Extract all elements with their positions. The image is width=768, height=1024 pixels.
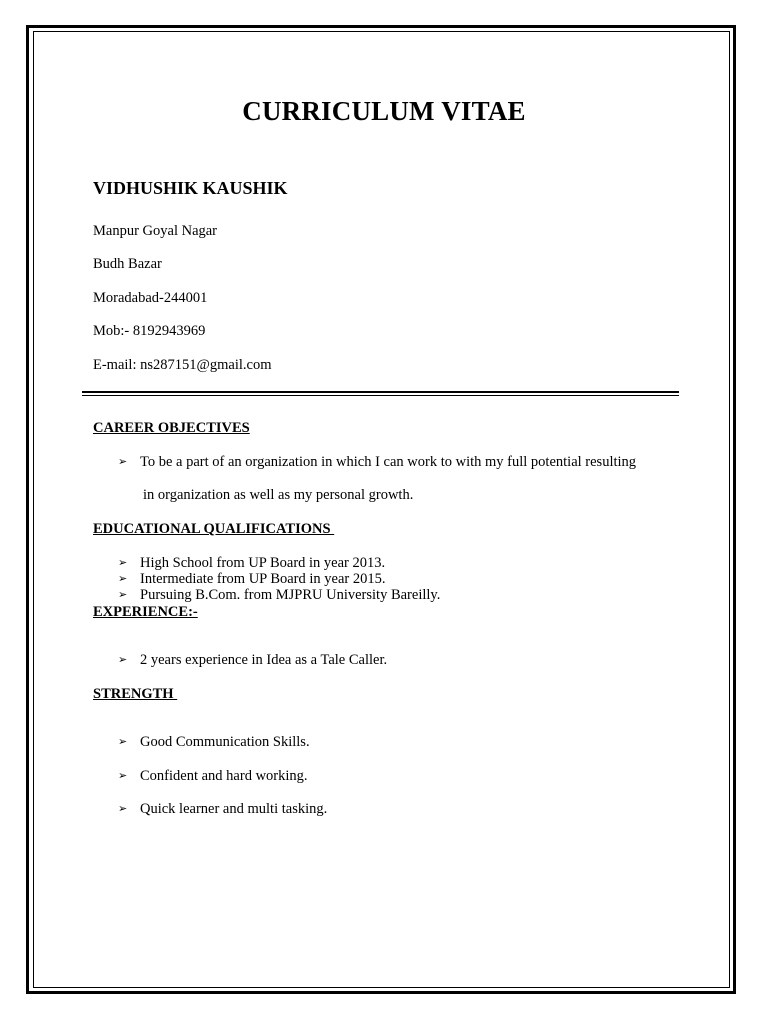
arrowhead-bullet-icon: ➢ (118, 653, 128, 666)
email-address: E-mail: ns287151@gmail.com (93, 357, 272, 373)
arrowhead-bullet-icon: ➢ (118, 588, 128, 601)
list-item (118, 734, 310, 751)
arrowhead-bullet-icon: ➢ (118, 769, 128, 782)
career-objective-text-continued: in organization as well as my personal growth. (143, 487, 414, 503)
experience-heading: EXPERIENCE:- (93, 604, 198, 620)
arrowhead-bullet-icon: ➢ (118, 572, 128, 585)
list-item (118, 454, 636, 471)
education-item: Pursuing B.Com. from MJPRU University Bareilly. (140, 587, 441, 603)
document-title: CURRICULUM VITAE (242, 96, 526, 126)
education-item: Intermediate from UP Board in year 2015. (140, 571, 386, 587)
education-heading: EDUCATIONAL QUALIFICATIONS (93, 521, 335, 537)
list-item (118, 555, 385, 572)
applicant-name: VIDHUSHIK KAUSHIK (93, 178, 288, 198)
list-item (118, 768, 308, 785)
header-divider-thin (82, 395, 679, 396)
strength-item: Quick learner and multi tasking. (140, 801, 328, 817)
list-item (118, 801, 327, 818)
list-item (118, 571, 386, 588)
strength-item: Good Communication Skills. (140, 734, 310, 750)
strength-item: Confident and hard working. (140, 768, 308, 784)
address-line-1: Manpur Goyal Nagar (93, 223, 218, 239)
strength-heading: STRENGTH (93, 686, 178, 702)
education-item: High School from UP Board in year 2013. (140, 555, 386, 571)
arrowhead-bullet-icon: ➢ (118, 802, 128, 815)
list-item (118, 652, 387, 669)
list-item (118, 587, 440, 604)
arrowhead-bullet-icon: ➢ (118, 556, 128, 569)
header-divider-thick (82, 391, 679, 393)
mobile-number: Mob:- 8192943969 (93, 323, 206, 339)
career-objective-text: To be a part of an organization in which I can work to with my full potential resulting (140, 454, 637, 470)
career-objectives-heading: CAREER OBJECTIVES (93, 420, 250, 436)
address-line-2: Budh Bazar (93, 256, 162, 272)
page-border-inner (33, 31, 730, 988)
address-city: Moradabad-244001 (93, 290, 208, 306)
arrowhead-bullet-icon: ➢ (118, 455, 128, 468)
experience-item: 2 years experience in Idea as a Tale Caller. (140, 652, 388, 668)
arrowhead-bullet-icon: ➢ (118, 735, 128, 748)
